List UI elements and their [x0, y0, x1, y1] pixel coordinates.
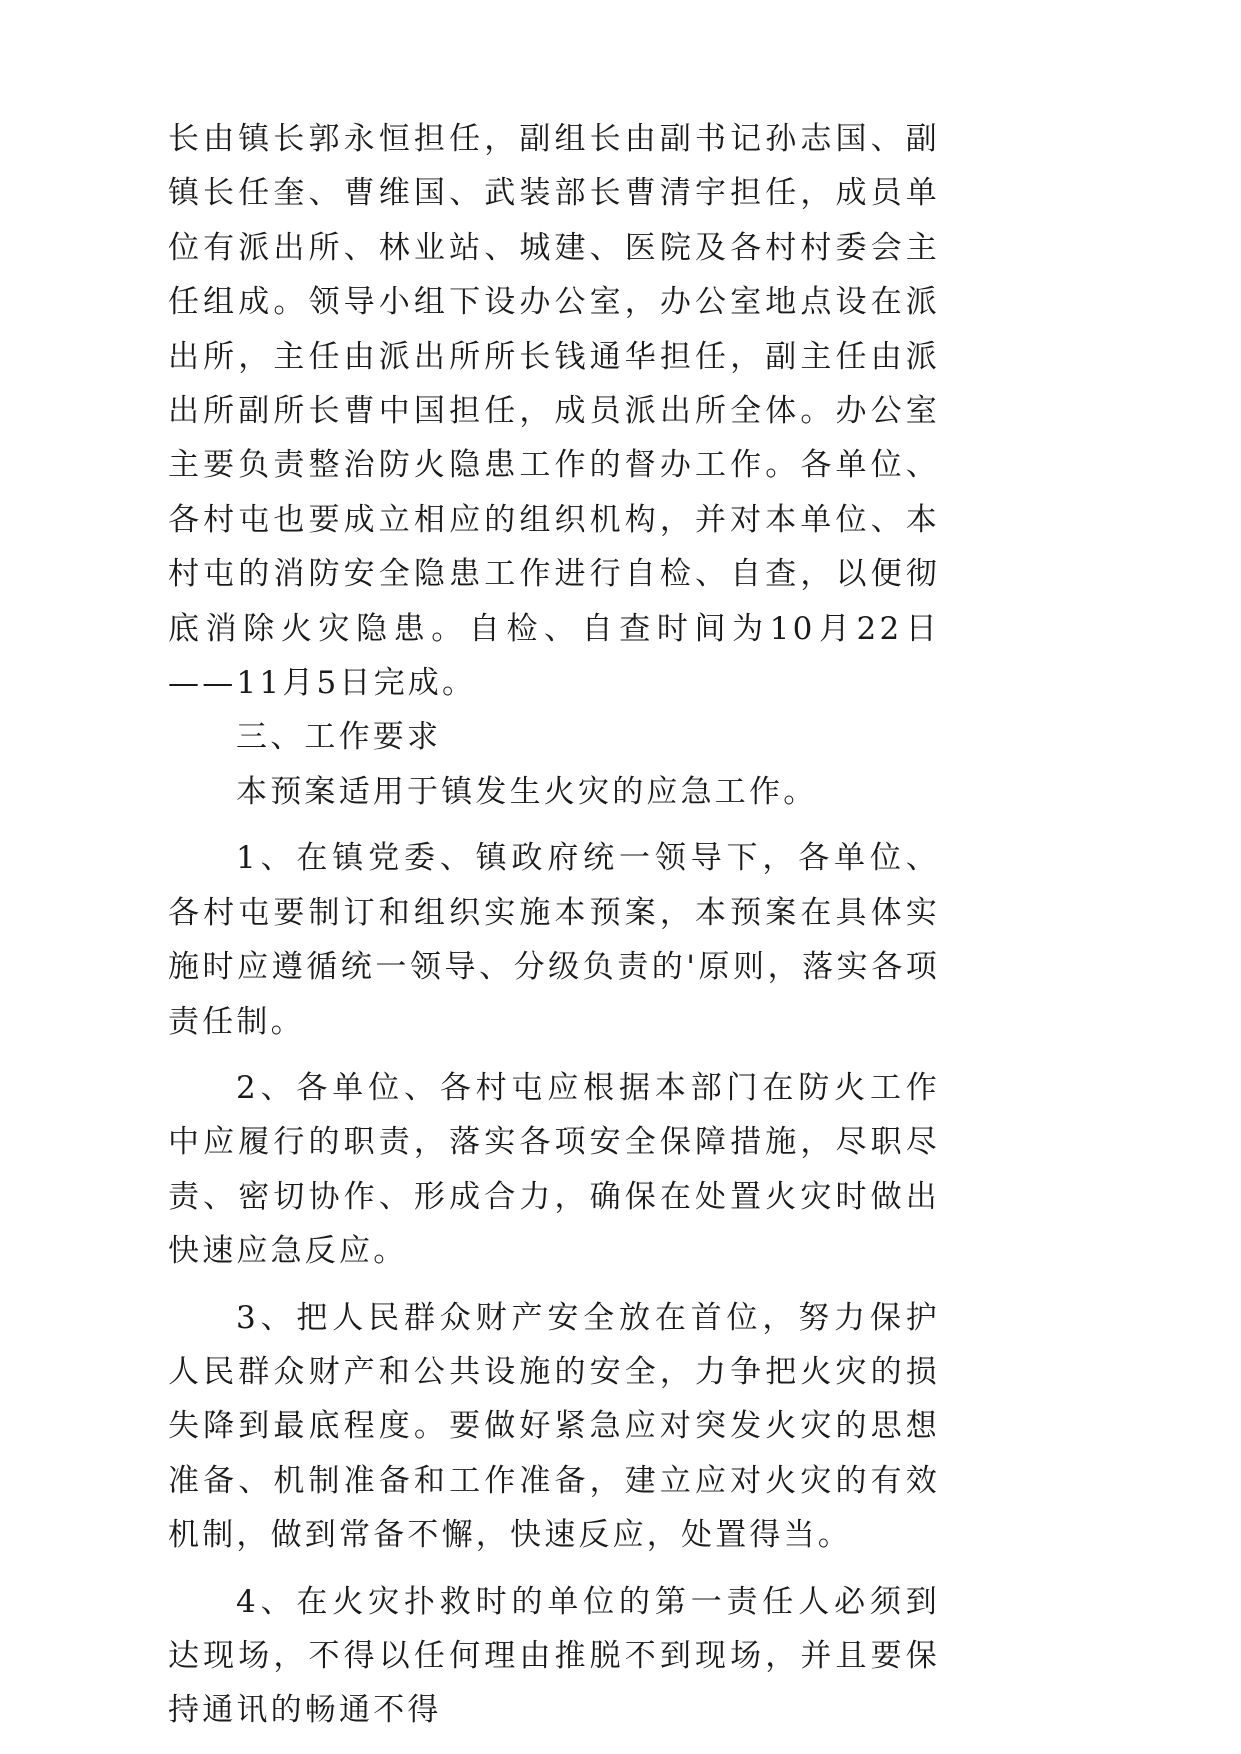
document-body: [168, 112, 940, 1738]
paragraph-requirement-2: 2、各单位、各村屯应根据本部门在防火工作中应履行的职责，落实各项安全保障措施，尽职尽责、密切协作、形成合力，确保在处置火灾时做出快速应急反应。: [168, 1069, 940, 1270]
paragraph-requirement-1: 1、在镇党委、镇政府统一领导下，各单位、各村屯要制订和组织实施本预案，本预案在具体实施时应遵循统一领导、分级负责的'原则，落实各项责任制。: [168, 840, 940, 1040]
paragraph-requirement-4: 4、在火灾扑救时的单位的第一责任人必须到达现场，不得以任何理由推脱不到现场，并且要保持通讯的畅通不得: [168, 1583, 940, 1729]
section-heading-work-requirements: 三、工作要求: [236, 719, 442, 756]
paragraph-leadership-group: 长由镇长郭永恒担任，副组长由副书记孙志国、副镇长任奎、曹维国、武装部长曹清宇担任，成员单位有派出所、林业站、城建、医院及各村村委会主任组成。领导小组下设办公室，办公室地点设在派出所，主任由派出所所长钱通华担任，副主任由派出所副所长曹中国担任，成员派出所全体。办公室主要负责整治防火隐患工作的督办工作。各单位、各村屯也要成立相应的组织机构，并对本单位、本村屯的消防安全隐患工作进行自检、自查，以便彻底消除火灾隐患。自检、自查时间为10月22日——11月5日完成。: [168, 121, 940, 702]
paragraph-requirement-3: 3、把人民群众财产安全放在首位，努力保护人民群众财产和公共设施的安全，力争把火灾的损失降到最底程度。要做好紧急应对突发火灾的思想准备、机制准备和工作准备，建立应对火灾的有效机制，做到常备不懈，快速反应，处置得当。: [168, 1299, 940, 1554]
paragraph-scope: 本预案适用于镇发生火灾的应急工作。: [236, 773, 818, 810]
